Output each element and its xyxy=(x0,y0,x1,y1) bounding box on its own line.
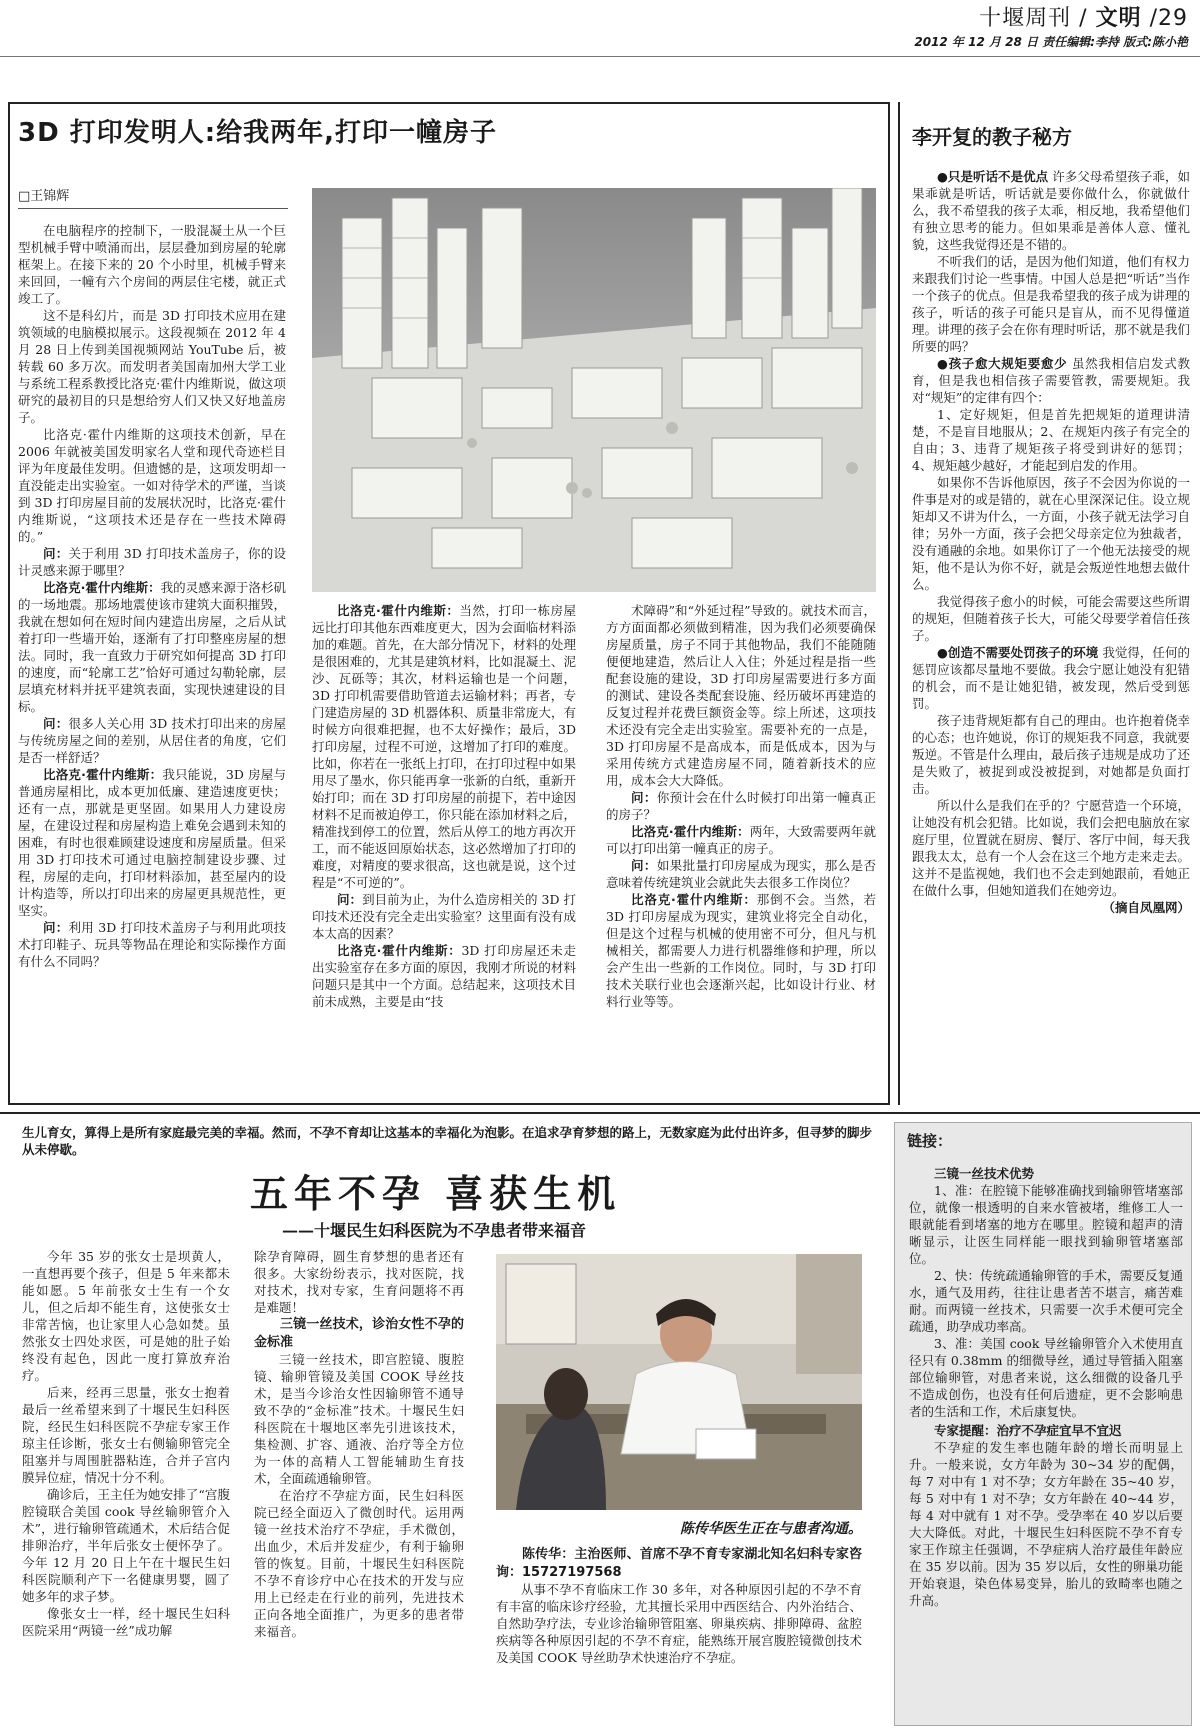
page-name: 文明 xyxy=(1095,6,1142,31)
paragraph: 像张女士一样，经十堰民生妇科医院采用“两镜一丝”成功解 xyxy=(22,1606,230,1638)
article-column-3 xyxy=(606,602,876,1010)
doctor-consultation-photo xyxy=(496,1254,862,1510)
sidebox-text xyxy=(909,1163,1183,1609)
page-number: /29 xyxy=(1141,6,1188,31)
question: 问：很多人关心用 3D 技术打印出来的房屋与传统房屋之间的差别，从居住者的角度，它们是否一样舒适？ xyxy=(18,716,286,765)
architecture-model-photo xyxy=(312,188,876,592)
masthead xyxy=(0,0,1200,62)
answer: 比洛克·霍什内维斯：3D 打印房屋还未走出实验室存在多方面的原因，我刚才所说的材料问题只是其中一个方面。总结起来，这项技术目前未成熟，主要是由“技 xyxy=(312,943,576,1009)
sidebar-paragraph xyxy=(912,406,1190,474)
paragraph: 在治疗不孕症方面，民生妇科医院已经全面迈入了微创时代。运用两镜一丝技术治疗不孕症，手术微创，出血少，术后并发症少，有利于输卵管的恢复。目前，十堰民生妇科医院不孕不育诊疗中心在技术的开发与应用上已经走在行业的前列，先进技术正向各地全面推广，为更多的患者带来福音。 xyxy=(254,1488,464,1640)
sidebar-subhead: ●只是听话不是优点 xyxy=(937,169,1049,184)
sidebar-paragraph xyxy=(912,355,1190,406)
section-name: 十堰周刊 xyxy=(979,6,1072,31)
sidebar-subhead: ●创造不需要处罚孩子的环境 xyxy=(937,645,1099,660)
subheading: 三镜一丝技术，诊治女性不孕的金标准 xyxy=(254,1317,464,1350)
question: 问：关于利用 3D 打印技术盖房子，你的设计灵感来源于哪里？ xyxy=(18,546,286,578)
sidebar-paragraph-text: 虽然我相信启发式教育，但是我也相信孩子需要管教，需要规矩。我对“规矩”的定律有四个： xyxy=(912,356,1190,405)
sidebar-paragraph xyxy=(912,644,1190,712)
sidebar-text xyxy=(912,168,1190,916)
answer: 比洛克·霍什内维斯：当然，打印一栋房屋远比打印其他东西难度更大，因为会面临材料添加的难题。首先，在大部分情况下，材料的处理是很困难的，尤其是建筑材料，比如混凝土、泥沙、瓦砾等；其次，材料运输也是一个问题，3D 打印机需要借助管道去运输材料；再者，专门建造房屋的 3D 机器体积、质量非常庞大，有时候方向很难把握，也不太好操作；最后，3D 打印房屋，过程不可逆，这增加了打印的难度。比如，你若在一张纸上打印，在打印过程中如果用尽了墨水，你只能再拿一张新的白纸，重新开始打印；而在 3D 打印房屋的前提下，若中途因材料不足而被迫停工，你只能在添加材料之后，精准找到停工的位置，然后从停工的地方再次开工，而不能返回原始状态，这必然增加了打印的难度，对精度的要求很高，这也就是说，这个过程是“不可逆的”。 xyxy=(312,603,576,890)
sidebar-source: （摘自凤凰网） xyxy=(1102,900,1190,915)
sidebar-paragraph xyxy=(912,168,1190,253)
sidebar-parenting xyxy=(898,102,1192,1105)
paragraph: 2、快：传统疏通输卵管的手术，需要反复通水，通气及用药，往往让患者苦不堪言，痛苦难耐。而两镜一丝技术，只需要一次手术便可完全疏通，助孕成功率高。 xyxy=(909,1268,1183,1334)
paragraph: 比洛克·霍什内维斯的这项技术创新，早在 2006 年就被美国发明家名人堂和现代奇迹栏目评为年度最佳发明。但遗憾的是，这项发明却一直没能走出实验室。一如对待学术的严谨，当谈到 3D 打印房屋目前的发展状况时，比洛克·霍什内维斯说，“这项技术还是存在一些技术障碍的。” xyxy=(18,427,286,544)
speaker-label: 问： xyxy=(631,790,657,805)
article-title: 3D 打印发明人:给我两年,打印一幢房子 xyxy=(18,118,497,148)
question: 问：利用 3D 打印技术盖房子与利用此项技术打印鞋子、玩具等物品在理论和实际操作方面有什么不同吗？ xyxy=(18,920,286,969)
speaker-label: 问： xyxy=(337,892,363,907)
article-column-2 xyxy=(312,602,576,1010)
speaker-label: 比洛克·霍什内维斯： xyxy=(43,767,163,782)
sidebar-paragraph xyxy=(912,593,1190,644)
article-column-1 xyxy=(18,222,286,970)
speaker-label: 比洛克·霍什内维斯： xyxy=(337,943,462,958)
sidebar-paragraph-text: 1、定好规矩，但是首先把规矩的道理讲清楚，不是盲目地服从；2、在规矩内孩子有完全的自由；3、违背了规矩孩子将受到讲好的惩罚；4、规矩越少越好，才能起到启发的作用。 xyxy=(912,407,1190,473)
paragraph: 确诊后，王主任为她安排了“宫腹腔镜联合美国 cook 导丝输卵管介入术”，进行输卵管疏通术，术后结合促排卵治疗，半年后张女士便怀孕了。今年 12 月 20 日上午在十堰民生妇科医院顺利产下一名健康男婴，圆了她多年的求子梦。 xyxy=(22,1487,230,1604)
paragraph: 3、准：美国 cook 导丝输卵管介入术使用直径只有 0.38mm 的细微导丝，通过导管插入阻塞部位输卵管，对患者来说，这么细微的设备几乎不造成创伤，也没有任何后遗症，更不会影响患者的生活和工作，术后康复快。 xyxy=(909,1336,1183,1419)
sidebar-paragraph-text: 所以什么是我们在乎的？宁愿营造一个环境，让她没有机会犯错。比如说，我们会把电脑放在家庭厅里，位置就在厨房、餐厅、客厅中间，每天我跟我太太，总有一个人会在这三个地方走来走去。这并不是监视她，我们也不会走到她跟前，看她正在做什么事，但她知道我们在她旁边。 xyxy=(912,798,1190,898)
sidebar-paragraph-text: 不听我们的话，是因为他们知道，他们有权力来跟我们讨论一些事情。中国人总是把“听话”当作一个孩子的优点。但是我希望我的孩子成为讲理的孩子，听话的孩子可能只是盲从，而不见得懂道理。讲理的孩子会在你有理时听话，那不就是我们所要的吗？ xyxy=(912,254,1190,354)
sidebar-paragraph xyxy=(912,253,1190,355)
paragraph: 在电脑程序的控制下，一股混凝土从一个巨型机械手臂中喷涌而出，层层叠加到房屋的轮廓框架上。在接下来的 20 个小时里，机械手臂来来回回，一幢有六个房间的两层住宅楼，就正式竣工了。 xyxy=(18,223,286,306)
paragraph: 不孕症的发生率也随年龄的增长而明显上升。一般来说，女方年龄为 30~34 岁的配偶，每 7 对中有 1 对不孕；女方年龄在 35~40 岁，每 5 对中有 1 对不孕；女方年龄在 40~44 岁，每 4 对中就有 1 对不孕。受孕率在 40 岁以后要大大降低。对此，十堰民生妇科医院不孕不育专家王作琼主任强调，不孕症病人治疗最佳年龄应在 35 岁以前。因为 35 岁以后，女性的卵巢功能开始衰退，染色体易变异，胎儿的致畸率也随之升高。 xyxy=(909,1440,1183,1608)
answer: 比洛克·霍什内维斯：两年，大致需要两年就可以打印出第一幢真正的房子。 xyxy=(606,824,876,856)
doctor-info: 陈传华：主治医师、首席不孕不育专家湖北知名妇科专家咨询：15727197568 xyxy=(496,1547,862,1580)
publication-title xyxy=(979,4,1188,34)
sidebox-links xyxy=(894,1122,1192,1726)
speaker-label: 比洛克·霍什内维斯： xyxy=(337,603,460,618)
article-intro: 生儿育女，算得上是所有家庭最完美的幸福。然而，不孕不育却让这基本的幸福化为泡影。在追求孕育梦想的路上，无数家庭为此付出许多，但寻梦的脚步从未停歇。 xyxy=(22,1125,873,1157)
question: 问：如果批量打印房屋成为现实，那么是否意味着传统建筑业会就此失去很多工作岗位？ xyxy=(606,858,876,890)
answer: 比洛克·霍什内维斯：我的灵感来源于洛杉矶的一场地震。那场地震使该市建筑大面积摧毁，我就在想如何在短时间内建造出房屋，之后从试着打印一些墙开始，逐渐有了打印整座房屋的想法。同时，我一直致力于研究如何提高 3D 打印的速度，而“轮廓工艺”恰好可通过勾勒轮廓，层层填充材料并抚平建筑表面，实现快速建设的目标。 xyxy=(18,580,286,714)
speaker-label: 比洛克·霍什内维斯： xyxy=(631,824,750,839)
paragraph: 从事不孕不育临床工作 30 多年，对各种原因引起的不孕不育有丰富的临床诊疗经验，尤其擅长采用中西医结合、内外治结合、自然助孕疗法，专业诊治输卵管阻塞、卵巢疾病、排卵障碍、盆腔疾病等各种原因引起的不孕不育症，能熟练开展宫腹腔镜微创技术及美国 COOK 导丝助孕术快速治疗不孕症。 xyxy=(496,1582,862,1666)
article2-column-3 xyxy=(496,1546,862,1666)
paragraph: 今年 35 岁的张女士是坝黄人，一直想再要个孩子，但是 5 年来都未能如愿。5 年前张女士生有一个女儿，但之后却不能生育，这使张女士非常苦恼，也让家里人心急如焚。虽然张女士四处求医，可是她的肚子始终没有起色，因此一度打算放弃治疗。 xyxy=(22,1249,230,1383)
answer: 比洛克·霍什内维斯：那倒不会。当然，若 3D 打印房屋成为现实，建筑业将完全自动化，但是这个过程与机械的使用密不可分，但凡与机械相关，都需要人力进行机器维修和护理，所以会产生出一些新的工作岗位。同时，与 3D 打印技术关联行业也会逐渐兴起，比如设计行业、材料行业等等。 xyxy=(606,892,876,1009)
edit-line: 2012 年 12 月 28 日 责任编辑:李持 版式:陈小艳 xyxy=(914,35,1188,49)
speaker-label: 比洛克·霍什内维斯： xyxy=(43,580,161,595)
paragraph: 三镜一丝技术，即宫腔镜、腹腔镜、输卵管镜及美国 COOK 导丝技术，是当今诊治女性因输卵管不通导致不孕的“金标准”技术。十堰民生妇科医院在十堰地区率先引进该技术，集检测、扩容、通液、治疗等全方位为一体的高精人工智能辅助生育技术，全面疏通输卵管。 xyxy=(254,1352,464,1487)
speaker-label: 问： xyxy=(43,546,69,561)
answer: 比洛克·霍什内维斯：我只能说，3D 房屋与普通房屋相比，成本更加低廉、建造速度更快；还有一点，那就是更坚固。如果用人力建设房屋，在建设过程和房屋构造上难免会遇到未知的困难，有时也很难顾建设速度和房屋质量。但采用 3D 打印技术可通过电脑控制建设步骤、过程，房屋的走向，打印材料添加，甚至屋内的设计构造等，所以打印出来的房屋更具规范性，更坚实。 xyxy=(18,767,286,918)
sidebar-title: 李开复的教子秘方 xyxy=(912,125,1072,149)
separator: / xyxy=(1071,6,1096,31)
speaker-label: 比洛克·霍什内维斯： xyxy=(631,892,757,907)
sidebar-paragraph-text: 我觉得孩子愈小的时候，可能会需要这些所谓的规矩，但随着孩子长大，可能父母要学着信任孩子。 xyxy=(912,594,1190,643)
speaker-label: 问： xyxy=(631,858,657,873)
sidebar-paragraph xyxy=(912,474,1190,593)
sidebar-paragraph-text: 孩子违背规矩都有自己的理由。也许抱着侥幸的心态；也许她说，你订的规矩我不同意，我就要叛逆。不管是什么理由，最后孩子违规是成功了还是失败了，被捉到或没被捉到，对她都是负面打击。 xyxy=(912,713,1190,796)
article2-column-2 xyxy=(254,1248,464,1640)
masthead-rule xyxy=(0,56,1200,57)
article-3d-printing xyxy=(8,102,890,1105)
sidebar-paragraph xyxy=(912,712,1190,797)
paragraph: 除孕育障碍，圆生育梦想的患者还有很多。大家纷纷表示，找对医院，找对技术，找对专家，生育问题将不再是难题！ xyxy=(254,1249,464,1315)
section-divider xyxy=(0,1112,1200,1114)
sidebar-paragraph xyxy=(912,797,1190,899)
byline: □王锦辉 xyxy=(18,188,288,209)
sidebar-paragraph-text: 如果你不告诉他原因，孩子不会因为你说的一件事是对的或是错的，就在心里深深记住。设立规矩却又不讲为什么，一方面，小孩子就无法学习自律；另外一方面，孩子会把父母亲定位为独裁者，没有通融的余地。如果你订了一个他无法接受的规矩，他不是认为你不好，就是会叛逆性地想去做什么。 xyxy=(912,475,1190,592)
paragraph: 1、准：在腔镜下能够准确找到输卵管堵塞部位，就像一根透明的自来水管被堵，维修工人一眼就能看到堵塞的地方在哪里。腔镜和超声的清晰显示，让医生同样能一眼找到输卵管堵塞部位。 xyxy=(909,1183,1183,1266)
paragraph: 后来，经再三思量，张女士抱着最后一丝希望来到了十堰民生妇科医院，经民生妇科医院不孕症专家王作琼主任诊断，张女士右侧输卵管完全阻塞并与周围脏器粘连，合并子宫内膜异位症，情况十分不利。 xyxy=(22,1385,230,1485)
speaker-label: 问： xyxy=(43,716,69,731)
sidebar-paragraph-text: 许多父母希望孩子乖，如果乖就是听话，听话就是要你做什么，你就做什么，我不希望我的孩子太乖，相反地，我希望他们有独立思考的能力。但如果乖是善体人意、懂礼貌，这些我觉得还是不错的。 xyxy=(912,169,1190,252)
photo-caption: 陈传华医生正在与患者沟通。 xyxy=(680,1521,862,1537)
speaker-label: 问： xyxy=(43,920,69,935)
article2-column-1 xyxy=(22,1248,230,1639)
question: 问：到目前为止，为什么造房相关的 3D 打印技术还没有完全走出实验室？这里面有没有成本太高的因素？ xyxy=(312,892,576,941)
answer: 术障碍”和“外延过程”导致的。就技术而言，方方面面都必须做到精准，因为我们必须要确保房屋质量，房子不同于其他物品，我们不能随随便便地建造，然后让人入住；外延过程是指一些配套设施的建设，3D 打印房屋需要进行多方面的测试、建设各类配套设施、经历破坏再建造的反复过程并花费巨额资金等。综上所述，这项技术还没有完全走出实验室。需要补充的一点是，3D 打印房屋不是高成本，而是低成本，因为与采用传统方式建造房屋不同，随着新技术的应用，成本会大大降低。 xyxy=(606,603,876,788)
question: 问：你预计会在什么时候打印出第一幢真正的房子？ xyxy=(606,790,876,822)
sidebox-subhead: 三镜一丝技术优势 xyxy=(934,1166,1035,1181)
article-subtitle: ——十堰民生妇科医院为不孕患者带来福音 xyxy=(282,1221,587,1240)
article-title: 五年不孕 喜获生机 xyxy=(250,1171,622,1216)
sidebar-subhead: ●孩子愈大规矩要愈少 xyxy=(937,356,1068,371)
sidebar-paragraph-text: 我觉得，任何的惩罚应该都尽量地不要做。我会宁愿让她没有犯错的机会，而不是让她犯错，被发现，然后受到惩罚。 xyxy=(912,645,1190,711)
sidebox-subhead: 专家提醒：治疗不孕症宜早不宜迟 xyxy=(934,1423,1122,1438)
paragraph: 这不是科幻片，而是 3D 打印技术应用在建筑领域的电脑模拟展示。这段视频在 2012 年 4 月 28 日上传到美国视频网站 YouTube 后，被转载 60 多万次。而发明者美国南加州大学工业与系统工程系教授比洛克·霍什内维斯说，做这项研究的最初目的只是想给穷人们又快又好地盖房子。 xyxy=(18,308,286,425)
sidebox-title: 链接： xyxy=(907,1132,953,1150)
